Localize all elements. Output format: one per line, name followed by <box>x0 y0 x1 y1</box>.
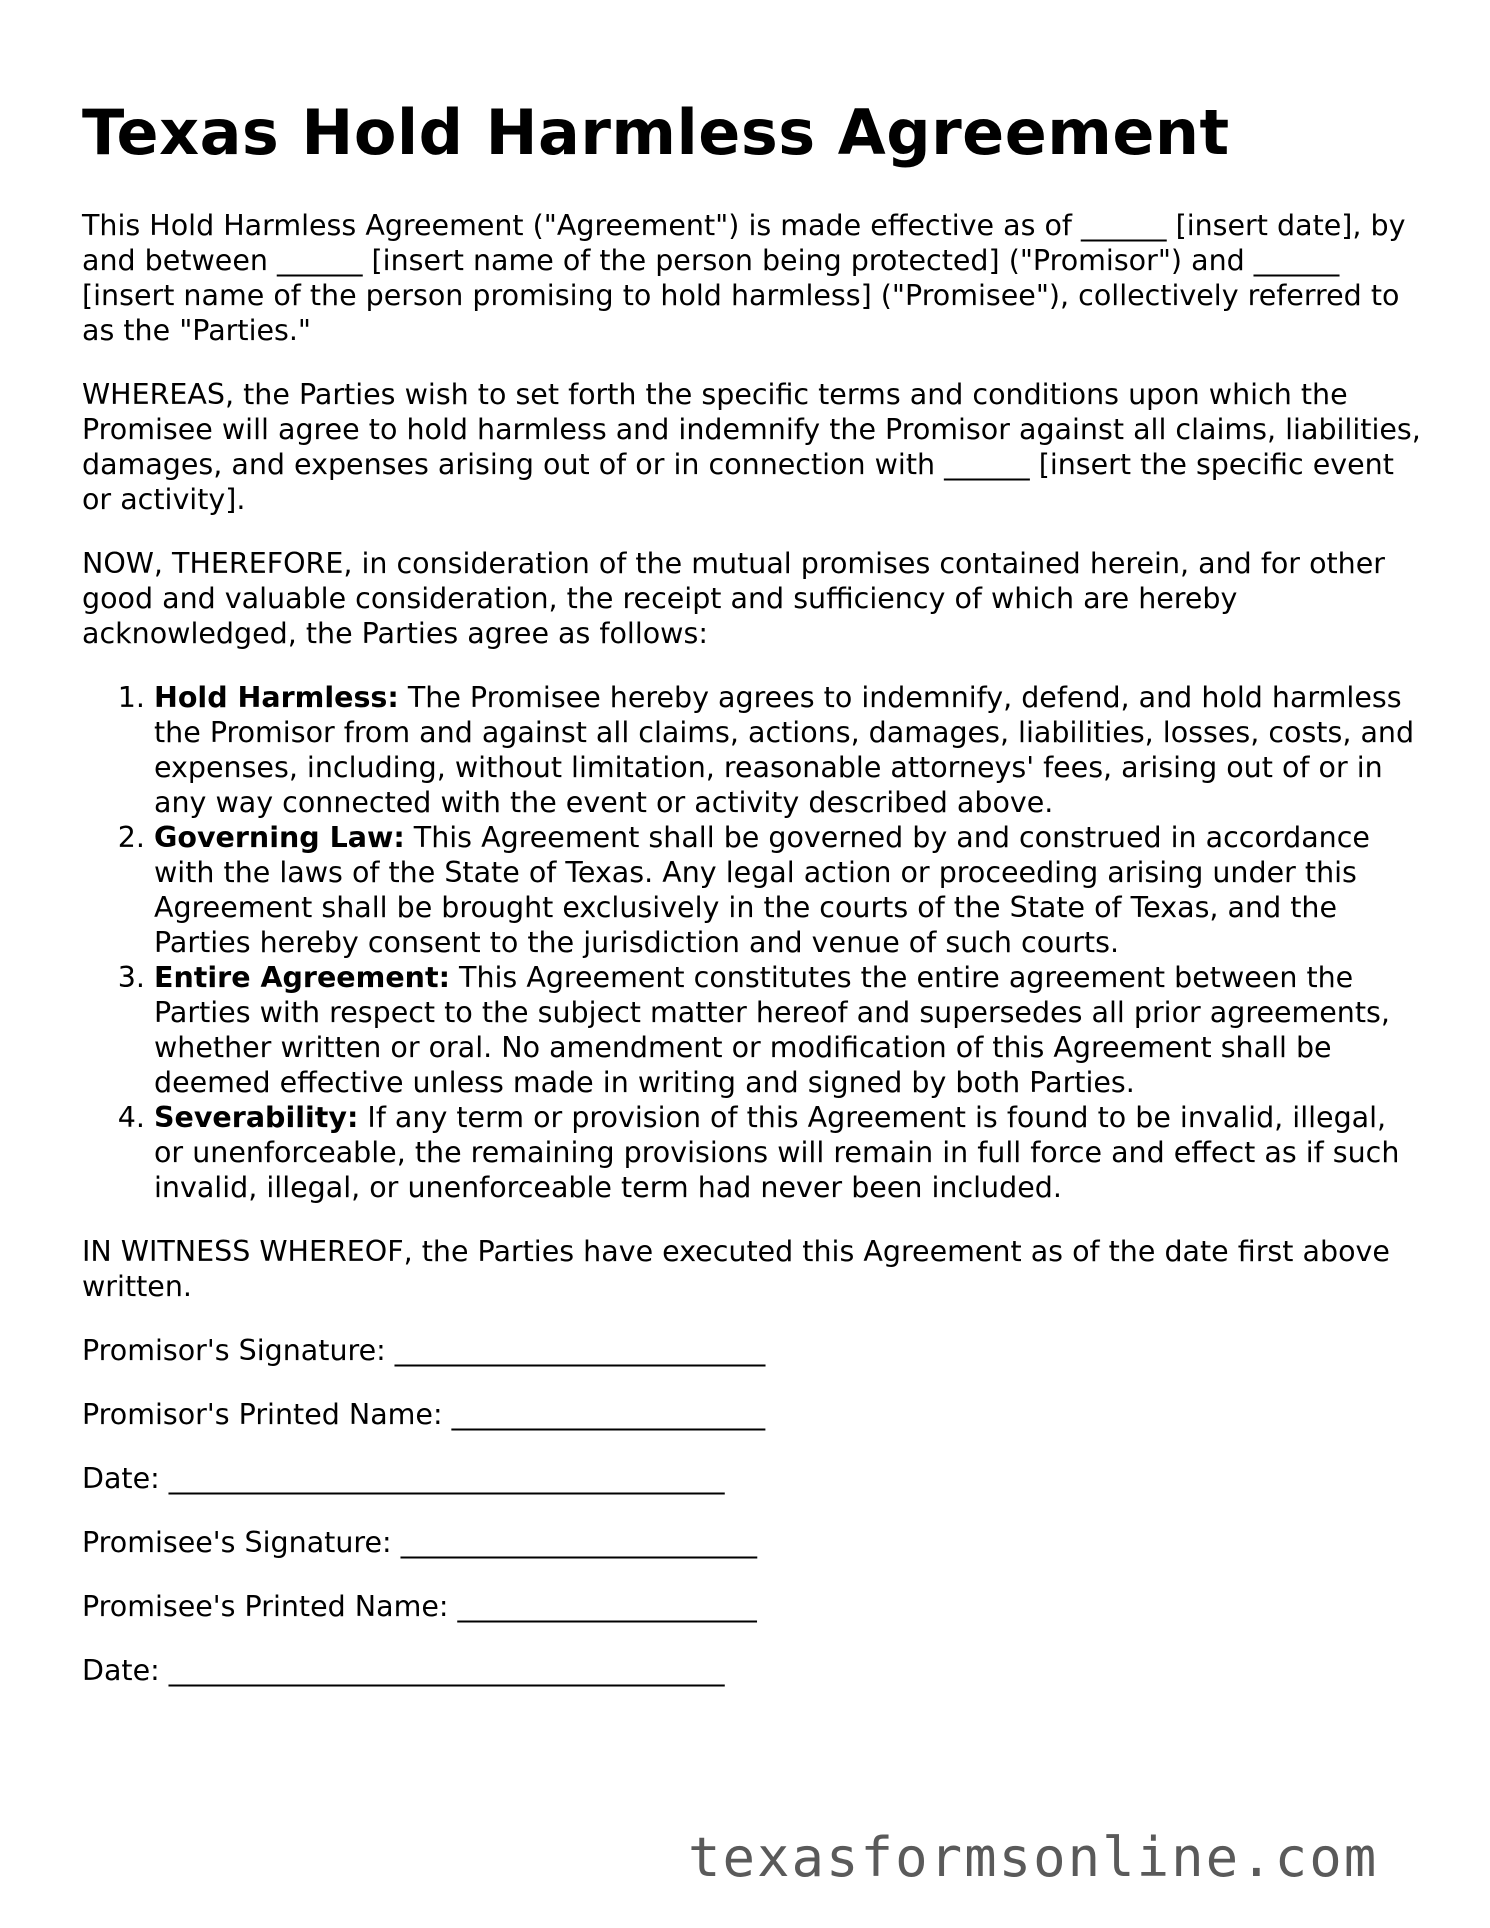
now-therefore-paragraph: NOW, THEREFORE, in consideration of the mutual promises contained herein, and for other good and valuable consideration, the receipt and sufficiency of which are hereby acknowledged, the Parties agree as follows: <box>82 547 1385 651</box>
clause-heading: Governing Law: <box>154 821 405 855</box>
clause-text: If any term or provision of this Agreement is found to be invalid, illegal, or unenforceable, the remaining provisions will remain in full force and effect as if such invalid, illegal, or unenforceable term had never been included. <box>154 1101 1400 1205</box>
document-page <box>82 96 1422 1717</box>
clause-item <box>154 680 1422 820</box>
clause-heading: Hold Harmless: <box>154 681 399 715</box>
clause-item <box>154 1100 1422 1205</box>
clause-list <box>82 680 1422 1205</box>
clause-text: This Agreement shall be governed by and construed in accordance with the laws of the State of Texas. Any legal action or proceeding arising under this Agreement shall be brought exclusively in the courts of the State of Texas, and the Parties hereby consent to the jurisdiction and venue of such courts. <box>154 821 1370 960</box>
clause-item <box>154 960 1422 1100</box>
promisee-date-line[interactable]: Date: _______________________________________ <box>82 1654 725 1688</box>
promisor-date-line[interactable]: Date: _______________________________________ <box>82 1462 725 1496</box>
intro-paragraph: This Hold Harmless Agreement ("Agreement") is made effective as of ______ [insert date], by and between ______ [insert name of the person being protected] ("Promisor") and ______ [insert name of the person promising to hold harmless] ("Promisee"), collectively referred to as the "Parties." <box>82 209 1406 348</box>
clause-text: This Agreement constitutes the entire agreement between the Parties with respect to the subject matter hereof and supersedes all prior agreements, whether written or oral. No amendment or modification of this Agreement shall be deemed effective unless made in writing and signed by both Parties. <box>154 961 1390 1100</box>
clause-heading: Severability: <box>154 1101 359 1135</box>
whereas-paragraph: WHEREAS, the Parties wish to set forth the specific terms and conditions upon which the Promisee will agree to hold harmless and indemnify the Promisor against all claims, liabilities, damages, and expenses arising out of or in connection with ______ [insert the specific event or activity]. <box>82 378 1421 517</box>
website-watermark: texasformsonline.com <box>688 1826 1379 1889</box>
promisee-printed-name-line[interactable]: Promisee's Printed Name: _____________________ <box>82 1590 757 1624</box>
promisor-signature-line[interactable]: Promisor's Signature: __________________________ <box>82 1334 766 1368</box>
clause-text: The Promisee hereby agrees to indemnify, defend, and hold harmless the Promisor from and against all claims, actions, damages, liabilities, losses, costs, and expenses, including, without limitation, reasonable attorneys' fees, arising out of or in any way connected with the event or activity described above. <box>154 681 1415 820</box>
document-title: Texas Hold Harmless Agreement <box>82 96 1230 169</box>
clause-item <box>154 820 1422 960</box>
witness-paragraph: IN WITNESS WHEREOF, the Parties have executed this Agreement as of the date first above written. <box>82 1235 1390 1304</box>
promisor-printed-name-line[interactable]: Promisor's Printed Name: ______________________ <box>82 1398 766 1432</box>
clause-heading: Entire Agreement: <box>154 961 450 995</box>
promisee-signature-line[interactable]: Promisee's Signature: _________________________ <box>82 1526 757 1560</box>
